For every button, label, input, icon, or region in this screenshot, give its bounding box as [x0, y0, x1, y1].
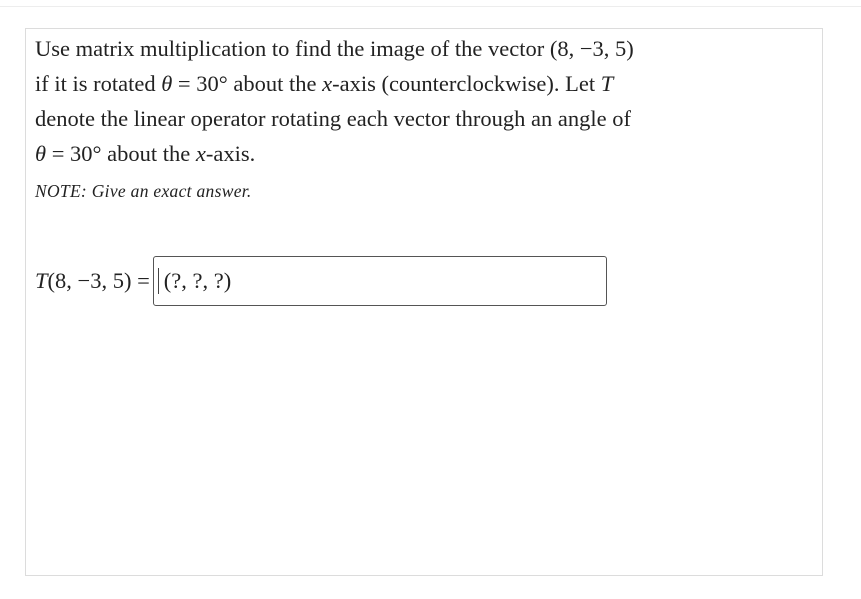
question-line-4: θ = 30° about the x-axis. [35, 141, 256, 166]
input-left-bar [158, 268, 159, 294]
t-variable: T [600, 71, 614, 96]
answer-row [35, 255, 607, 307]
answer-label: T(8, −3, 5) = [35, 268, 150, 293]
question-line-3: denote the linear operator rotating each vector through an angle of [35, 106, 631, 131]
answer-input-box[interactable] [153, 256, 607, 306]
question-card [25, 28, 823, 576]
note-text: NOTE: Give an exact answer. [35, 181, 252, 201]
x-variable: x [322, 71, 333, 96]
x-variable: x [195, 141, 206, 166]
question-line-1: Use matrix multiplication to find the image of the vector (8, −3, 5) [35, 36, 634, 61]
question-text [35, 31, 805, 171]
question-line-2: if it is rotated θ = 30° about the x-axis (counterclockwise). Let T [35, 71, 614, 96]
answer-input[interactable] [164, 268, 564, 294]
top-divider [0, 6, 861, 7]
theta-symbol: θ [161, 71, 173, 96]
theta-symbol: θ [35, 141, 47, 166]
